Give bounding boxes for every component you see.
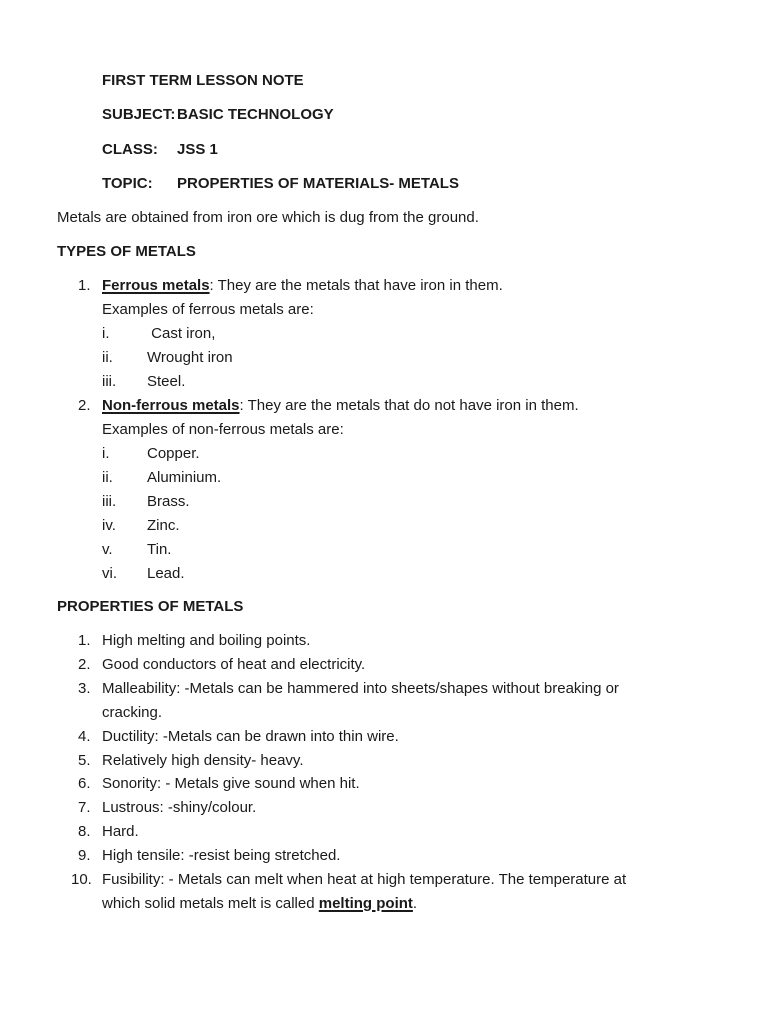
example-item: Steel. [147, 373, 186, 390]
list-number: 4. [78, 728, 91, 745]
list-number: 6. [78, 775, 91, 792]
subject-value: BASIC TECHNOLOGY [177, 106, 334, 123]
example-item: Brass. [147, 493, 190, 510]
topic-label: TOPIC: [102, 175, 153, 192]
roman-numeral: i. [102, 445, 110, 462]
roman-numeral: v. [102, 541, 113, 558]
example-item: Lead. [147, 565, 185, 582]
list-item [102, 276, 503, 296]
property-item-continuation: cracking. [102, 704, 163, 721]
list-number: 1. [78, 632, 91, 649]
list-number: 2. [78, 397, 91, 414]
class-value: JSS 1 [177, 141, 218, 158]
non-ferrous-definition: : They are the metals that do not have iron in them. [239, 397, 579, 414]
property-item: Hard. [102, 823, 139, 840]
ferrous-definition: : They are the metals that have iron in them. [209, 277, 503, 294]
class-label: CLASS: [102, 141, 158, 158]
property-item-continuation [102, 894, 417, 914]
continuation-suffix: . [412, 895, 418, 912]
list-number: 5. [78, 752, 91, 769]
roman-numeral: ii. [102, 469, 113, 486]
list-number: 3. [78, 680, 91, 697]
property-item: Good conductors of heat and electricity. [102, 656, 366, 673]
ferrous-examples-intro: Examples of ferrous metals are: [102, 301, 314, 318]
property-item: Ductility: -Metals can be drawn into thin wire. [102, 728, 399, 745]
roman-numeral: iv. [102, 517, 116, 534]
list-number: 8. [78, 823, 91, 840]
example-item: Wrought iron [147, 349, 233, 366]
property-item: High tensile: -resist being stretched. [102, 847, 341, 864]
non-ferrous-examples-intro: Examples of non-ferrous metals are: [102, 421, 344, 438]
roman-numeral: iii. [102, 493, 117, 510]
list-number: 7. [78, 799, 91, 816]
document-title: FIRST TERM LESSON NOTE [102, 72, 304, 89]
example-item: Aluminium. [147, 469, 222, 486]
subject-label: SUBJECT: [102, 106, 176, 123]
topic-value: PROPERTIES OF MATERIALS- METALS [177, 175, 459, 192]
example-item: Zinc. [147, 517, 180, 534]
example-item: Tin. [147, 541, 172, 558]
roman-numeral: iii. [102, 373, 117, 390]
list-number: 1. [78, 277, 91, 294]
intro-paragraph: Metals are obtained from iron ore which is dug from the ground. [57, 209, 479, 226]
list-number: 2. [78, 656, 91, 673]
ferrous-term: Ferrous metals [102, 277, 210, 294]
continuation-prefix: which solid metals melt is called [102, 895, 319, 912]
melting-point-term: melting point [318, 895, 413, 912]
example-item: Copper. [147, 445, 200, 462]
example-item: Cast iron, [147, 325, 216, 342]
property-item: Relatively high density- heavy. [102, 752, 304, 769]
types-heading: TYPES OF METALS [57, 243, 196, 260]
property-item: Sonority: - Metals give sound when hit. [102, 775, 360, 792]
property-item: Lustrous: -shiny/colour. [102, 799, 257, 816]
list-item [102, 396, 579, 416]
properties-heading: PROPERTIES OF METALS [57, 598, 244, 615]
list-number: 10. [71, 871, 92, 888]
property-item: Malleability: -Metals can be hammered into sheets/shapes without breaking or [102, 680, 619, 697]
list-number: 9. [78, 847, 91, 864]
property-item: Fusibility: - Metals can melt when heat at high temperature. The temperature at [102, 871, 627, 888]
roman-numeral: vi. [102, 565, 117, 582]
property-item: High melting and boiling points. [102, 632, 311, 649]
non-ferrous-term: Non-ferrous metals [102, 397, 240, 414]
roman-numeral: ii. [102, 349, 113, 366]
roman-numeral: i. [102, 325, 110, 342]
